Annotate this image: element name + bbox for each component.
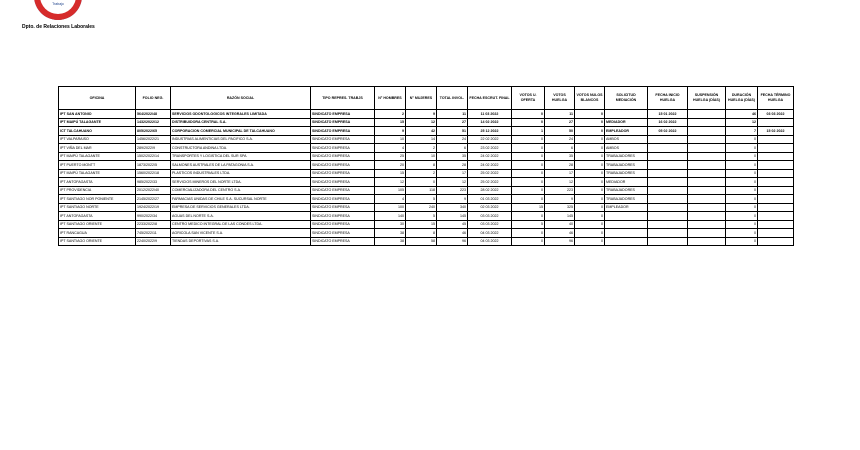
table-cell: SINDICATO EMPRESA <box>311 127 375 136</box>
table-cell: 0 <box>726 237 758 246</box>
table-cell: 15 01 2022 <box>648 110 688 119</box>
table-cell <box>688 135 726 144</box>
table-cell: 35 <box>545 152 575 161</box>
table-cell: 2240/2022/9 <box>136 237 171 246</box>
table-cell: 01 03 2022 <box>468 195 512 204</box>
table-cell: 25 02 2022 <box>468 169 512 178</box>
table-row <box>59 212 794 221</box>
table-cell: SINDICATO EMPRESA <box>311 135 375 144</box>
table-cell: IPT VIÑA DEL MAR <box>59 144 136 153</box>
table-row <box>59 195 794 204</box>
table-cell: 0 <box>575 229 605 238</box>
table-cell: 27 <box>545 118 575 127</box>
table-cell: AMBOS <box>605 144 648 153</box>
table-cell: TRABAJADORES <box>605 169 648 178</box>
table-cell: 325 <box>545 203 575 212</box>
table-cell: 118 <box>406 186 437 195</box>
table-cell: 9 <box>437 195 468 204</box>
table-cell: 1 <box>512 127 545 136</box>
table-cell: IPT SANTIAGO ORIENTE <box>59 220 136 229</box>
table-cell: 223 <box>437 186 468 195</box>
table-cell: 985/2022/33 <box>136 178 171 187</box>
column-header: FOLIO NEG. <box>136 87 171 110</box>
table-cell <box>648 135 688 144</box>
table-cell <box>758 220 794 229</box>
table-cell: SALMONES AUSTRALES DE LA PATAGONIA S.A. <box>171 161 311 170</box>
table-row <box>59 161 794 170</box>
table-cell: 05 02 2022 <box>648 127 688 136</box>
table-cell: 42 <box>406 127 437 136</box>
table-cell: IPT ANTOFAGASTA <box>59 212 136 221</box>
table-cell: 12 <box>726 118 758 127</box>
column-header: FECHA INICIO HUELGA <box>648 87 688 110</box>
table-cell <box>688 144 726 153</box>
table-cell <box>758 186 794 195</box>
column-header: OFICINA <box>59 87 136 110</box>
table-cell <box>605 110 648 119</box>
table-cell: AMBOS <box>605 135 648 144</box>
table-cell: 9 <box>406 110 437 119</box>
table-cell: 7 <box>726 127 758 136</box>
table-cell: 5 <box>406 195 437 204</box>
table-cell: 9 <box>545 195 575 204</box>
table-cell: IPT PUERTO MONTT <box>59 161 136 170</box>
table-cell: 15 <box>375 169 406 178</box>
table-cell: AGUAS DEL NORTE S.A. <box>171 212 311 221</box>
table-cell: 17 <box>545 169 575 178</box>
table-cell <box>648 161 688 170</box>
table-cell: SINDICATO EMPRESA <box>311 118 375 127</box>
table-cell: 51 <box>437 127 468 136</box>
table-cell: 11 03 2022 <box>468 110 512 119</box>
table-cell: 2145/2022/27 <box>136 195 171 204</box>
table-cell: 564/2022/48 <box>136 110 171 119</box>
table-cell: 0 <box>512 229 545 238</box>
column-header: RAZÓN SOCIAL <box>171 87 311 110</box>
table-cell: 289/2022/9 <box>136 144 171 153</box>
table-cell: 0 <box>726 229 758 238</box>
column-header: TIPO REPRES. TRABJS <box>311 87 375 110</box>
table-cell: 0 <box>726 220 758 229</box>
table-cell: SINDICATO EMPRESA <box>311 161 375 170</box>
table-cell: 02 03 2022 <box>468 203 512 212</box>
table-cell <box>758 161 794 170</box>
column-header: FECHA ESCRUT. FINAL <box>468 87 512 110</box>
table-row <box>59 144 794 153</box>
table-cell: 03 03 2022 <box>468 220 512 229</box>
department-label: Dpto. de Relaciones Laborales <box>22 24 95 30</box>
table-cell: 28 02 2022 <box>468 186 512 195</box>
table-row <box>59 178 794 187</box>
table-row <box>59 203 794 212</box>
table-cell: EMPLEADOR <box>605 203 648 212</box>
table-cell: 46 <box>545 229 575 238</box>
table-cell <box>648 237 688 246</box>
table-cell: SERVICIOS MINEROS DEL NORTE LTDA. <box>171 178 311 187</box>
table-cell: EMPLEADOR <box>605 127 648 136</box>
table-cell: 5 <box>406 212 437 221</box>
table-cell: 2 <box>406 169 437 178</box>
table-cell <box>688 161 726 170</box>
table-cell: 1502/2022/14 <box>136 152 171 161</box>
column-header: SOLICITUD MEDIACIÓN <box>605 87 648 110</box>
table-cell: FARMACIAS UNIDAS DE CHILE S.A. SUCURSAL NORTE <box>171 195 311 204</box>
table-cell: 0 <box>406 178 437 187</box>
table-cell: 22 02 2022 <box>468 135 512 144</box>
table-cell: CORPORACION COMERCIAL MUNICIPAL DE TALCAHUANO <box>171 127 311 136</box>
table-cell: SINDICATO EMPRESA <box>311 212 375 221</box>
table-cell <box>648 144 688 153</box>
table-cell: 25 02 2022 <box>468 178 512 187</box>
table-cell: 8 <box>406 229 437 238</box>
table-cell: 24 02 2022 <box>468 152 512 161</box>
table-cell: SERVICIOS ODONTOLOGICOS INTEGRALES LIMITADA <box>171 110 311 119</box>
table-cell: 23 02 2022 <box>468 144 512 153</box>
table-cell: 0 <box>726 186 758 195</box>
table-cell: 5 <box>512 220 545 229</box>
table-cell: IPT SANTIAGO NOR PONIENTE <box>59 195 136 204</box>
table-cell: TRABAJADORES <box>605 161 648 170</box>
table-cell: 38 <box>375 237 406 246</box>
table-cell <box>688 186 726 195</box>
table-body <box>59 110 794 246</box>
table-cell: IPT MAIPÚ TALAGANTE <box>59 152 136 161</box>
table-cell: COMERCIALIZADORA DEL CENTRO S.A. <box>171 186 311 195</box>
table-cell: 30 <box>375 220 406 229</box>
table-cell <box>758 237 794 246</box>
table-cell <box>648 186 688 195</box>
table-cell <box>648 178 688 187</box>
table-cell: TRABAJADORES <box>605 152 648 161</box>
table-cell: 45 <box>437 220 468 229</box>
table-cell: 2233/2022/8 <box>136 220 171 229</box>
table-cell: IPT SANTIAGO NORTE <box>59 203 136 212</box>
table-cell: 16 02 2022 <box>648 118 688 127</box>
table-cell: 1924/2022/19 <box>136 203 171 212</box>
table-cell: 0 <box>575 212 605 221</box>
table-header-row <box>59 87 794 110</box>
table-cell: 8 <box>406 161 437 170</box>
table-cell: CENTRO MEDICO INTEGRAL DE LAS CONDES LTDA. <box>171 220 311 229</box>
table-cell <box>688 127 726 136</box>
table-cell: 140 <box>375 212 406 221</box>
table-row <box>59 110 794 119</box>
table-cell: 0 <box>575 169 605 178</box>
table-cell: 0 <box>726 144 758 153</box>
table-cell: 28 <box>437 161 468 170</box>
table-cell: MEDIADOR <box>605 118 648 127</box>
table-cell: 0 <box>512 195 545 204</box>
table-cell <box>758 169 794 178</box>
table-cell: 0 <box>575 237 605 246</box>
table-cell: 03 03 2022 <box>468 212 512 221</box>
logo-text-line1 <box>40 0 76 1</box>
table-cell <box>648 229 688 238</box>
table-cell: 4 <box>375 195 406 204</box>
table-row <box>59 229 794 238</box>
table-cell: IPT PROVIDENCIA <box>59 186 136 195</box>
table-cell: SINDICATO EMPRESA <box>311 186 375 195</box>
table-cell: 0 <box>575 152 605 161</box>
table-row <box>59 237 794 246</box>
table-cell: 6 <box>437 144 468 153</box>
table-cell: SINDICATO EMPRESA <box>311 144 375 153</box>
table-cell <box>648 212 688 221</box>
table-row <box>59 186 794 195</box>
table-cell: 14 02 2022 <box>468 118 512 127</box>
table-cell: CONSTRUCTORA ANDINA LTDA. <box>171 144 311 153</box>
column-header: TOTAL INVOL. <box>437 87 468 110</box>
table-cell: 04 03 2022 <box>468 229 512 238</box>
table-cell: TRABAJADORES <box>605 195 648 204</box>
table-cell: 17 <box>437 169 468 178</box>
table-cell: INDUSTRIAS ALIMENTICIAS DEL PACIFICO S.A. <box>171 135 311 144</box>
table-cell: 10 <box>406 152 437 161</box>
strike-negotiations-table <box>58 86 794 246</box>
table-cell: 745/2022/11 <box>136 229 171 238</box>
table-cell: IPT RANCAGUA <box>59 229 136 238</box>
table-cell: 58 <box>406 237 437 246</box>
table-cell <box>648 220 688 229</box>
table-cell: 35 <box>437 152 468 161</box>
table-row <box>59 127 794 136</box>
table-cell: 25 12 2022 <box>468 127 512 136</box>
table-cell <box>688 152 726 161</box>
table-cell <box>648 195 688 204</box>
table-cell: 1456/2022/21 <box>136 135 171 144</box>
table-cell: 0 <box>512 110 545 119</box>
table-cell: ICT TALCAHUANO <box>59 127 136 136</box>
table-row <box>59 152 794 161</box>
table-cell: 0 <box>512 186 545 195</box>
table-cell: 0 <box>512 135 545 144</box>
table-cell: 145 <box>437 212 468 221</box>
table-cell: 805/2022/65 <box>136 127 171 136</box>
table-cell: 96 <box>545 237 575 246</box>
column-header: DURACIÓN HUELGA (DÍAS) <box>726 87 758 110</box>
table-cell: 46 <box>726 110 758 119</box>
table-cell: 46 <box>437 229 468 238</box>
table-cell <box>648 169 688 178</box>
table-cell <box>758 195 794 204</box>
table-cell: 0 <box>512 118 545 127</box>
table-cell: 15 <box>512 203 545 212</box>
table-cell <box>758 144 794 153</box>
table-row <box>59 135 794 144</box>
table-cell: 0 <box>575 203 605 212</box>
table-cell: 14 <box>406 135 437 144</box>
table-cell: 12 <box>437 178 468 187</box>
table-cell: 12 <box>375 178 406 187</box>
table-cell: 0 <box>726 161 758 170</box>
column-header: FECHA TÉRMINO HUELGA <box>758 87 794 110</box>
table-cell: 03 03 2022 <box>758 110 794 119</box>
table-row <box>59 220 794 229</box>
table-cell: 0 <box>726 152 758 161</box>
table-cell: 0 <box>512 212 545 221</box>
column-header: VOTOS U. OFERTA <box>512 87 545 110</box>
table-cell: 4 <box>375 144 406 153</box>
table-cell: 6 <box>545 144 575 153</box>
table-cell: 0 <box>512 144 545 153</box>
table-cell <box>605 237 648 246</box>
table-cell: AGRICOLA SAN VICENTE S.A. <box>171 229 311 238</box>
table-cell: 15 02 2022 <box>758 127 794 136</box>
table-cell: 38 <box>375 229 406 238</box>
table-cell: 0 <box>512 237 545 246</box>
table-cell: DISTRIBUIDORA CENTRAL S.A. <box>171 118 311 127</box>
table-cell: 0 <box>575 186 605 195</box>
table-cell <box>758 203 794 212</box>
table-cell: SINDICATO EMPRESA <box>311 178 375 187</box>
table-cell: 1560/2022/18 <box>136 169 171 178</box>
table-cell: TRABAJADORES <box>605 186 648 195</box>
table-cell <box>688 195 726 204</box>
table-cell: 0 <box>512 178 545 187</box>
column-header: SUSPENSIÓN HUELGA (DÍAS) <box>688 87 726 110</box>
table-cell: 0 <box>726 169 758 178</box>
table-cell: 24 <box>437 135 468 144</box>
table-cell: 40 <box>545 220 575 229</box>
table-cell: 223 <box>545 186 575 195</box>
table-cell: 20 <box>375 161 406 170</box>
table-cell <box>688 237 726 246</box>
table-cell: 0 <box>726 135 758 144</box>
table-cell: 25 <box>375 152 406 161</box>
table-cell <box>688 110 726 119</box>
table-cell: 2 <box>375 110 406 119</box>
column-header: VOTOS HUELGA <box>545 87 575 110</box>
table-cell: 15 <box>406 220 437 229</box>
table-cell <box>648 203 688 212</box>
table-cell: 0 <box>575 127 605 136</box>
table-cell: 12 <box>406 118 437 127</box>
table-cell: 04 03 2022 <box>468 237 512 246</box>
table-cell <box>605 229 648 238</box>
table-cell: 990/2022/34 <box>136 212 171 221</box>
table-cell: TRANSPORTES Y LOGISTICA DEL SUR SPA <box>171 152 311 161</box>
table-cell: 15 <box>375 118 406 127</box>
table-cell: 100 <box>375 203 406 212</box>
table-cell: SINDICATO EMPRESA <box>311 229 375 238</box>
table-cell <box>758 152 794 161</box>
table-cell: 340 <box>437 203 468 212</box>
table-cell: SINDICATO EMPRESA <box>311 110 375 119</box>
table-row <box>59 118 794 127</box>
table-cell: TIENDAS DEPORTIVAS S.A. <box>171 237 311 246</box>
table-cell: 145 <box>545 212 575 221</box>
table-cell: 10 <box>375 135 406 144</box>
table-cell: 0 <box>512 161 545 170</box>
table-cell <box>688 220 726 229</box>
direccion-del-trabajo-logo <box>34 0 82 20</box>
table-cell: SINDICATO EMPRESA <box>311 203 375 212</box>
table-cell: 0 <box>575 178 605 187</box>
table-cell <box>605 212 648 221</box>
logo-text-line2: Trabajo <box>52 2 64 6</box>
table-cell: 0 <box>512 152 545 161</box>
table-cell: IPT MAIPÚ TALAGANTE <box>59 118 136 127</box>
column-header: N° HOMBRES <box>375 87 406 110</box>
table-cell <box>758 135 794 144</box>
table-cell: 0 <box>726 212 758 221</box>
table-row <box>59 169 794 178</box>
table-cell <box>758 178 794 187</box>
table-cell: 96 <box>437 237 468 246</box>
table-cell: SINDICATO EMPRESA <box>311 169 375 178</box>
table-cell: 240 <box>406 203 437 212</box>
table-cell: 50 <box>545 127 575 136</box>
table-cell: 2 <box>406 144 437 153</box>
table-cell: 0 <box>726 195 758 204</box>
table-cell: EMPRESA DE SERVICIOS GENERALES LTDA. <box>171 203 311 212</box>
table-cell: IPT VALPARAISO <box>59 135 136 144</box>
table-cell: IPT SAN ANTONIO <box>59 110 136 119</box>
table-cell: 1432/2022/12 <box>136 118 171 127</box>
table-cell: 28 <box>545 161 575 170</box>
table-cell: 12 <box>545 178 575 187</box>
table-cell: 0 <box>512 169 545 178</box>
table-cell <box>688 178 726 187</box>
table-cell: 0 <box>726 178 758 187</box>
table-cell: 0 <box>575 144 605 153</box>
table-cell: IPT ANTOFAGASTA <box>59 178 136 187</box>
table-cell: SINDICATO EMPRESA <box>311 195 375 204</box>
table-cell <box>648 152 688 161</box>
table-cell: 11 <box>545 110 575 119</box>
table-cell: 105 <box>375 186 406 195</box>
table-cell: 0 <box>726 203 758 212</box>
table-cell <box>688 118 726 127</box>
table-cell: 0 <box>575 195 605 204</box>
table-cell <box>688 169 726 178</box>
table-cell <box>688 212 726 221</box>
table-cell: IPT SANTIAGO ORIENTE <box>59 237 136 246</box>
table-cell: 0 <box>575 118 605 127</box>
table-cell <box>758 118 794 127</box>
table-cell: IPT MAIPÚ TALAGANTE <box>59 169 136 178</box>
table-cell: 24 <box>545 135 575 144</box>
table-cell: 27 <box>437 118 468 127</box>
table-cell <box>758 212 794 221</box>
table-cell: 2012/2022/40 <box>136 186 171 195</box>
table-cell: 0 <box>575 135 605 144</box>
table-cell: 1873/2022/5 <box>136 161 171 170</box>
column-header: N° MUJERES <box>406 87 437 110</box>
table-cell: SINDICATO EMPRESA <box>311 237 375 246</box>
table-cell <box>688 203 726 212</box>
table-cell: 0 <box>575 110 605 119</box>
table-cell: SINDICATO EMPRESA <box>311 220 375 229</box>
table-cell: 11 <box>437 110 468 119</box>
table-cell: 0 <box>575 220 605 229</box>
table-cell <box>688 229 726 238</box>
table-cell: MEDIADOR <box>605 178 648 187</box>
table-cell <box>605 220 648 229</box>
column-header: VOTOS NULOS BLANCOS <box>575 87 605 110</box>
table-cell: 9 <box>375 127 406 136</box>
table-cell: 24 02 2022 <box>468 161 512 170</box>
table-cell <box>758 229 794 238</box>
table-cell: SINDICATO EMPRESA <box>311 152 375 161</box>
table-cell: 0 <box>575 161 605 170</box>
table-cell: PLASTICOS INDUSTRIALES LTDA. <box>171 169 311 178</box>
